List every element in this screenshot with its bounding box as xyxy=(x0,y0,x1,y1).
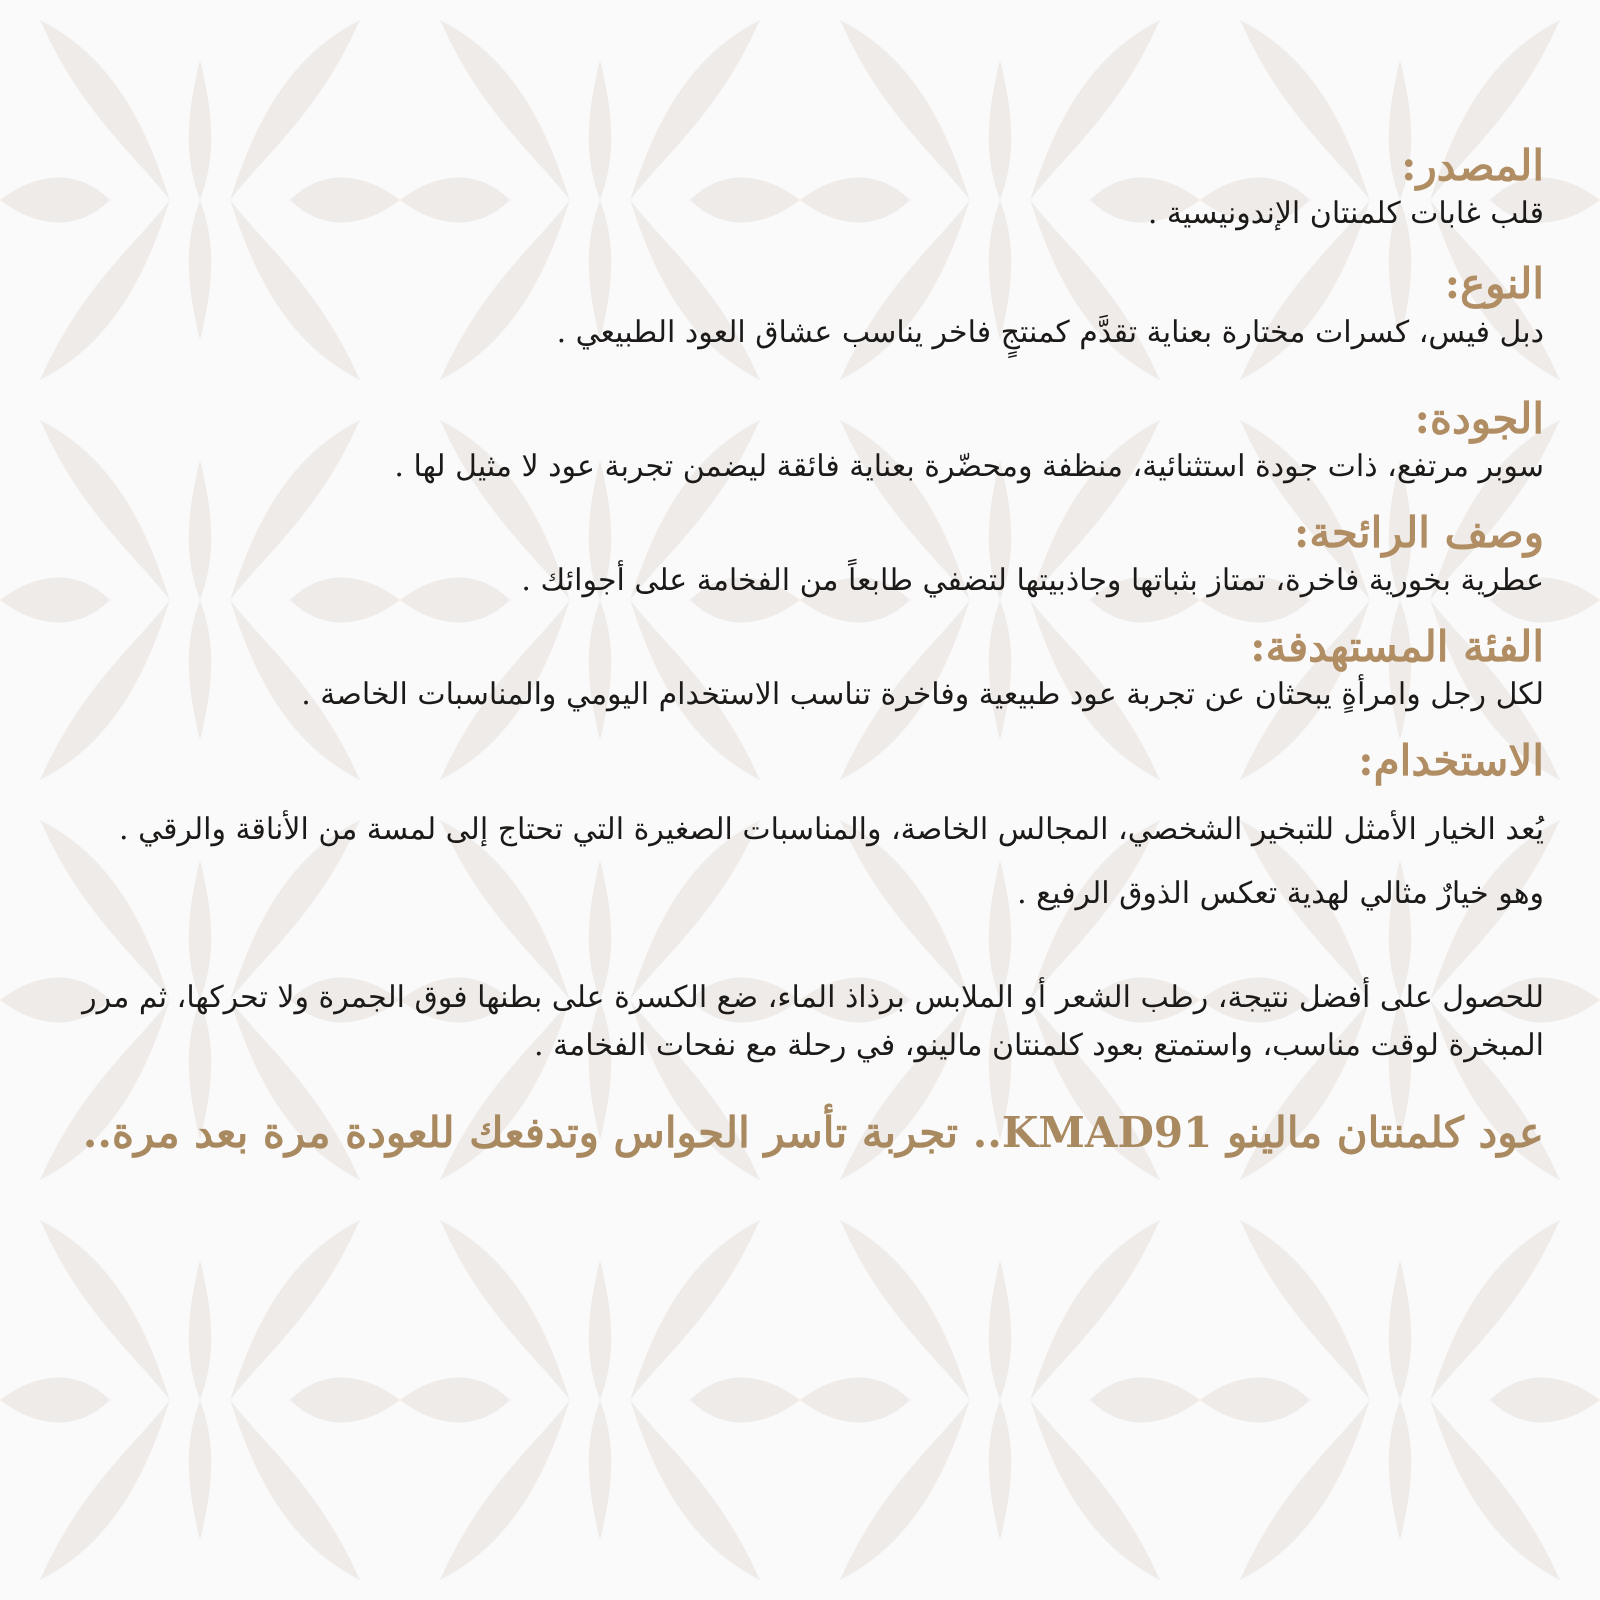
scent-section xyxy=(50,509,1544,605)
type-text: دبل فيس، كسرات مختارة بعناية تقدَّم كمنتجٍ فاخر يناسب عشاق العود الطبيعي . xyxy=(556,314,1544,350)
target-section xyxy=(50,623,1544,719)
usage-heading: الاستخدام: xyxy=(1358,736,1544,786)
usage-section xyxy=(50,737,1544,917)
tagline: عود كلمنتان مالينو KMAD91.. تجربة تأسر الحواس وتدفعك للعودة مرة بعد مرة.. xyxy=(82,1107,1544,1157)
quality-section xyxy=(50,395,1544,491)
scent-text: عطرية بخورية فاخرة، تمتاز بثباتها وجاذبيتها لتضفي طابعاً من الفخامة على أجوائك . xyxy=(521,563,1544,599)
type-heading: النوع: xyxy=(1444,259,1544,309)
target-text: لكل رجل وامرأةٍ يبحثان عن تجربة عود طبيعية وفاخرة تناسب الاستخدام اليومي والمناسبات الخاصة . xyxy=(301,677,1544,713)
product-description xyxy=(50,120,1544,1200)
usage-text: يُعد الخيار الأمثل للتبخير الشخصي، المجالس الخاصة، والمناسبات الصغيرة التي تحتاج إلى لمسة من الأناقة والرقي . xyxy=(119,811,1544,847)
quality-heading: الجودة: xyxy=(1414,393,1544,443)
usage-gift-text: وهو خيارٌ مثالي لهدية تعكس الذوق الرفيع . xyxy=(1017,875,1544,911)
quality-text: سوبر مرتفع، ذات جودة استثنائية، منظفة ومحضّرة بعناية فائقة ليضمن تجربة عود لا مثيل لها . xyxy=(394,448,1544,484)
scent-heading: وصف الرائحة: xyxy=(1293,507,1544,557)
target-heading: الفئة المستهدفة: xyxy=(1250,622,1544,672)
usage-tip-text: للحصول على أفضل نتيجة، رطب الشعر أو الملابس برذاذ الماء، ضع الكسرة على بطنها فوق الجمرة ولا تحركها، ثم مرر المبخرة لوقت مناسب، واستمتع بعود كلمنتان مالينو، في رحلة مع نفحات الفخامة . xyxy=(82,979,1544,1063)
source-text: قلب غابات كلمنتان الإندونيسية . xyxy=(1147,196,1544,232)
source-section xyxy=(50,142,1544,238)
source-heading: المصدر: xyxy=(1400,141,1544,190)
type-section xyxy=(50,260,1544,356)
